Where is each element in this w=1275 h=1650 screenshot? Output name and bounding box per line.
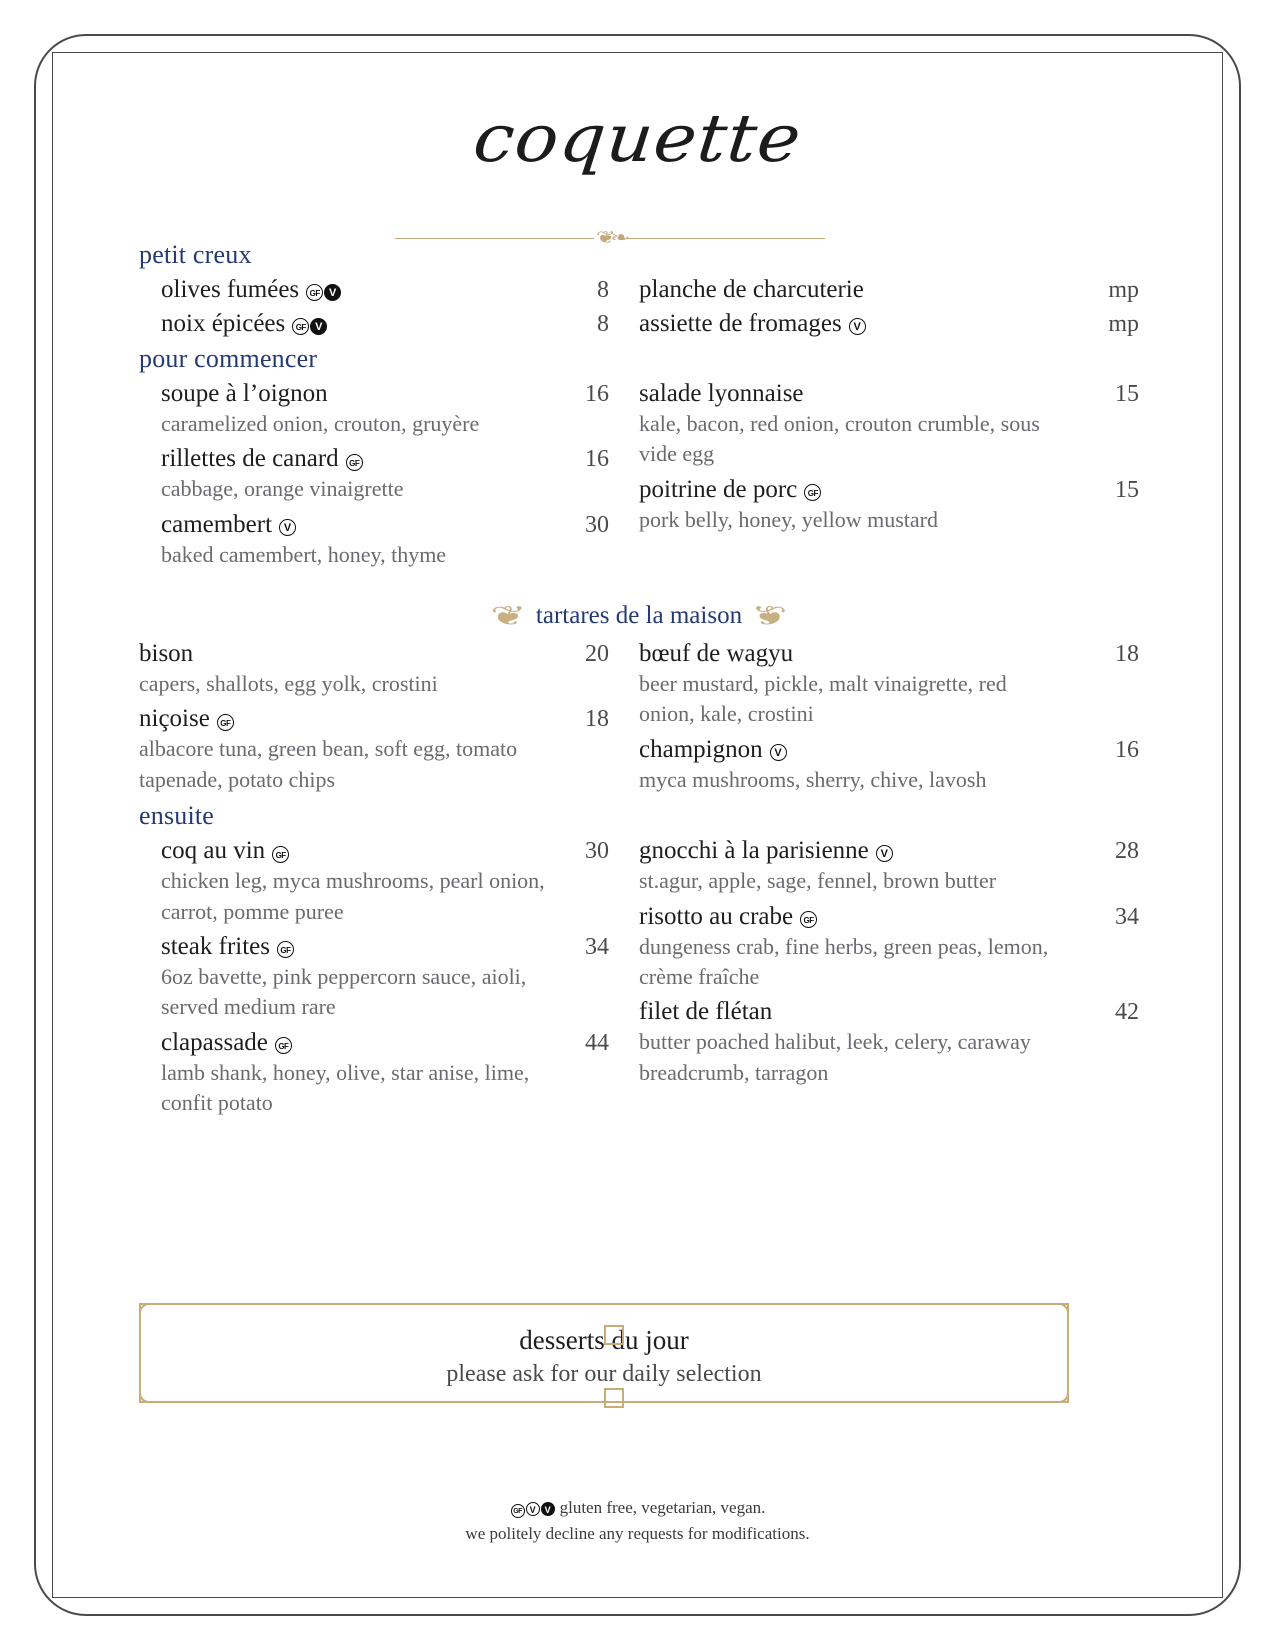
vegan-icon: V (324, 284, 341, 301)
menu-item-price: 18 (1115, 641, 1139, 668)
column-left (139, 380, 639, 576)
menu-item-description: st.agur, apple, sage, fennel, brown butter (639, 868, 997, 894)
menu-item-description: kale, bacon, red onion, crouton crumble, sous vide egg (639, 411, 1040, 467)
diet-badges (276, 933, 294, 960)
menu-item-name: rillettes de canard GF (161, 445, 363, 473)
menu-item-description: butter poached halibut, leek, celery, caraway breadcrumb, tarragon (639, 1029, 1031, 1085)
desserts-subtitle: please ask for our daily selection (446, 1361, 762, 1387)
gluten-free-icon: GF (306, 284, 323, 301)
section-columns (139, 640, 1139, 801)
menu-item-name: camembert V (161, 511, 296, 539)
gluten-free-icon: GF (800, 911, 817, 928)
column-left (139, 276, 639, 344)
menu-item-name: steak frites GF (161, 933, 294, 961)
menu-item-price: 15 (1115, 381, 1139, 407)
diet-badges (769, 736, 787, 763)
menu-item-header (161, 276, 609, 304)
menu-item-header (161, 310, 609, 338)
diet-badges (216, 705, 234, 732)
box-corner-bottom-left (139, 1386, 156, 1403)
gluten-free-icon: GF (275, 1037, 292, 1054)
menu-item (161, 380, 609, 439)
menu-item-header (639, 837, 1139, 865)
menu-item-price: 30 (585, 838, 609, 865)
menu-item (639, 310, 1139, 338)
menu-item (161, 837, 609, 927)
menu-item-name: bison (139, 640, 194, 668)
gluten-free-icon: GF (511, 1504, 525, 1518)
menu-item (161, 310, 609, 338)
divider-line-right (626, 238, 825, 239)
menu-item-price: 34 (585, 933, 609, 960)
menu-item (639, 998, 1139, 1088)
menu-item-description: pork belly, honey, yellow mustard (639, 506, 938, 532)
column-right (639, 640, 1139, 801)
menu-section-tartares (139, 602, 1139, 801)
menu-item (639, 837, 1139, 896)
menu-item-name: planche de charcuterie (639, 276, 864, 303)
menu-item (639, 640, 1139, 730)
column-left (139, 640, 639, 801)
menu-item-price: 16 (585, 446, 609, 473)
menu-item-description: 6oz bavette, pink peppercorn sauce, aioli, served medium rare (161, 963, 527, 1020)
footer-legend-icons (510, 1498, 555, 1517)
menu-item-header (161, 1029, 609, 1057)
menu-sections (139, 240, 1139, 1124)
menu-section-ensuite (139, 801, 1139, 1124)
section-columns (139, 380, 1139, 576)
menu-item-header (161, 511, 609, 539)
menu-item-name: gnocchi à la parisienne V (639, 837, 893, 865)
menu-item-header (639, 380, 1139, 408)
diet-badges (274, 1029, 292, 1056)
menu-item-description: baked camembert, honey, thyme (161, 541, 447, 567)
diet-badges (799, 903, 817, 930)
menu-item-price: 16 (1115, 736, 1139, 763)
menu-item (639, 476, 1139, 535)
menu-section-pour-commencer (139, 344, 1139, 576)
flourish-left-icon: ❦ (490, 600, 527, 632)
flourish-right-icon: ❦ (751, 600, 788, 632)
section-title: ensuite (139, 801, 215, 831)
divider-ornament-icon: ❦❧ (595, 227, 625, 248)
box-corner-top-left (139, 1303, 156, 1320)
diet-badges (305, 276, 341, 303)
menu-item-description: albacore tuna, green bean, soft egg, tomato tapenade, potato chips (139, 736, 518, 792)
gluten-free-icon: GF (292, 318, 309, 335)
menu-item-name: coq au vin GF (161, 837, 289, 865)
menu-item-name: niçoise GF (139, 705, 234, 733)
menu-item-name: bœuf de wagyu (639, 640, 794, 668)
menu-item (139, 640, 609, 699)
menu-item (639, 276, 1139, 304)
menu-item-price: 8 (597, 311, 609, 337)
menu-item-price: 15 (1115, 476, 1139, 503)
footer-legend-row (0, 1495, 1275, 1521)
menu-item-name: filet de flétan (639, 998, 773, 1026)
menu-item-header (161, 933, 609, 961)
menu-item-name: noix épicées GF V (161, 310, 327, 338)
vegan-icon: V (310, 318, 327, 335)
menu-item-description: myca mushrooms, sherry, chive, lavosh (639, 766, 987, 792)
menu-item-description: capers, shallots, egg yolk, crostini (139, 671, 438, 697)
menu-item-description: dungeness crab, fine herbs, green peas, lemon, crème fraîche (639, 933, 1049, 989)
menu-item-name: assiette de fromages V (639, 310, 866, 338)
menu-item-description: lamb shank, honey, olive, star anise, lime, confit potato (161, 1059, 530, 1115)
menu-footer (0, 1495, 1275, 1548)
menu-item-price: 42 (1115, 999, 1139, 1026)
menu-item-header (639, 640, 1139, 668)
menu-item (139, 705, 609, 795)
gluten-free-icon: GF (277, 941, 294, 958)
column-left (139, 837, 639, 1124)
menu-item-price: mp (1108, 311, 1139, 337)
menu-item-name: poitrine de porc GF (639, 476, 821, 504)
menu-item-description: chicken leg, myca mushrooms, pearl onion, carrot, pomme puree (161, 868, 545, 924)
menu-item-description: cabbage, orange vinaigrette (161, 476, 404, 502)
menu-item (161, 511, 609, 570)
menu-item-header (161, 837, 609, 865)
vegetarian-icon: V (279, 519, 296, 536)
menu-item-header (139, 640, 609, 668)
menu-item-price: 18 (585, 706, 609, 733)
desserts-title: desserts du jour (519, 1325, 689, 1355)
gluten-free-icon: GF (272, 846, 289, 863)
menu-section-petit-creux (139, 240, 1139, 344)
menu-item-header (639, 998, 1139, 1026)
divider-line-left (395, 238, 594, 239)
menu-item (161, 445, 609, 504)
vegan-icon: V (541, 1502, 555, 1516)
section-title: tartares de la maison (535, 602, 743, 630)
menu-item (639, 903, 1139, 993)
menu-item (161, 276, 609, 304)
menu-item (161, 1029, 609, 1119)
section-columns (139, 276, 1139, 344)
diet-badges (875, 837, 893, 864)
vegetarian-icon: V (849, 318, 866, 335)
section-columns (139, 837, 1139, 1124)
desserts-callout-box (139, 1303, 1069, 1403)
vegetarian-icon: V (526, 1502, 540, 1516)
menu-item-description: beer mustard, pickle, malt vinaigrette, red onion, kale, crostini (639, 671, 1007, 727)
vegetarian-icon: V (876, 845, 893, 862)
menu-item-name: soupe à l’oignon (161, 380, 328, 407)
column-right (639, 276, 1139, 344)
menu-item-price: 34 (1115, 903, 1139, 930)
menu-item-header (639, 476, 1139, 504)
menu-item-header (161, 380, 609, 408)
footer-legend-label: gluten free, vegetarian, vegan. (559, 1498, 766, 1517)
diet-badges (291, 310, 327, 337)
section-heading-ornate (139, 602, 1139, 630)
gluten-free-icon: GF (346, 454, 363, 471)
menu-item-header (161, 445, 609, 473)
footer-note: we politely decline any requests for modifications. (465, 1524, 810, 1544)
menu-item-header (639, 276, 1139, 304)
section-title: pour commencer (139, 344, 318, 373)
menu-item-price: 8 (597, 277, 609, 303)
menu-item-name: olives fumées GF V (161, 276, 341, 304)
menu-item-price: 44 (585, 1029, 609, 1056)
menu-item-header (639, 310, 1139, 338)
menu-item-name: risotto au crabe GF (639, 903, 817, 931)
menu-item-name: champignon V (639, 736, 787, 764)
menu-item-price: 28 (1115, 838, 1139, 865)
column-right (639, 837, 1139, 1124)
menu-item-name: salade lyonnaise (639, 380, 804, 407)
menu-item-header (639, 903, 1139, 931)
menu-item (639, 380, 1139, 470)
restaurant-logo (0, 96, 1275, 180)
menu-item-price: 20 (585, 641, 609, 668)
column-right (639, 380, 1139, 576)
gluten-free-icon: GF (804, 484, 821, 501)
menu-item-price: mp (1108, 277, 1139, 303)
diet-badges (345, 445, 363, 472)
menu-item-header (139, 705, 609, 733)
diet-badges (803, 476, 821, 503)
menu-item-price: 30 (585, 511, 609, 538)
menu-item-price: 16 (585, 381, 609, 407)
box-corner-top-right (1052, 1303, 1069, 1320)
menu-item-name: clapassade GF (161, 1029, 292, 1057)
box-corner-bottom-right (1052, 1386, 1069, 1403)
menu-item (161, 933, 609, 1023)
diet-badges (271, 837, 289, 864)
gluten-free-icon: GF (217, 714, 234, 731)
diet-badges (278, 511, 296, 538)
diet-badges (848, 310, 866, 337)
menu-item-description: caramelized onion, crouton, gruyère (161, 411, 480, 436)
section-title: petit creux (139, 240, 252, 269)
restaurant-name: coquette (469, 99, 806, 177)
menu-item-header (639, 736, 1139, 764)
menu-item (639, 736, 1139, 795)
vegetarian-icon: V (770, 744, 787, 761)
